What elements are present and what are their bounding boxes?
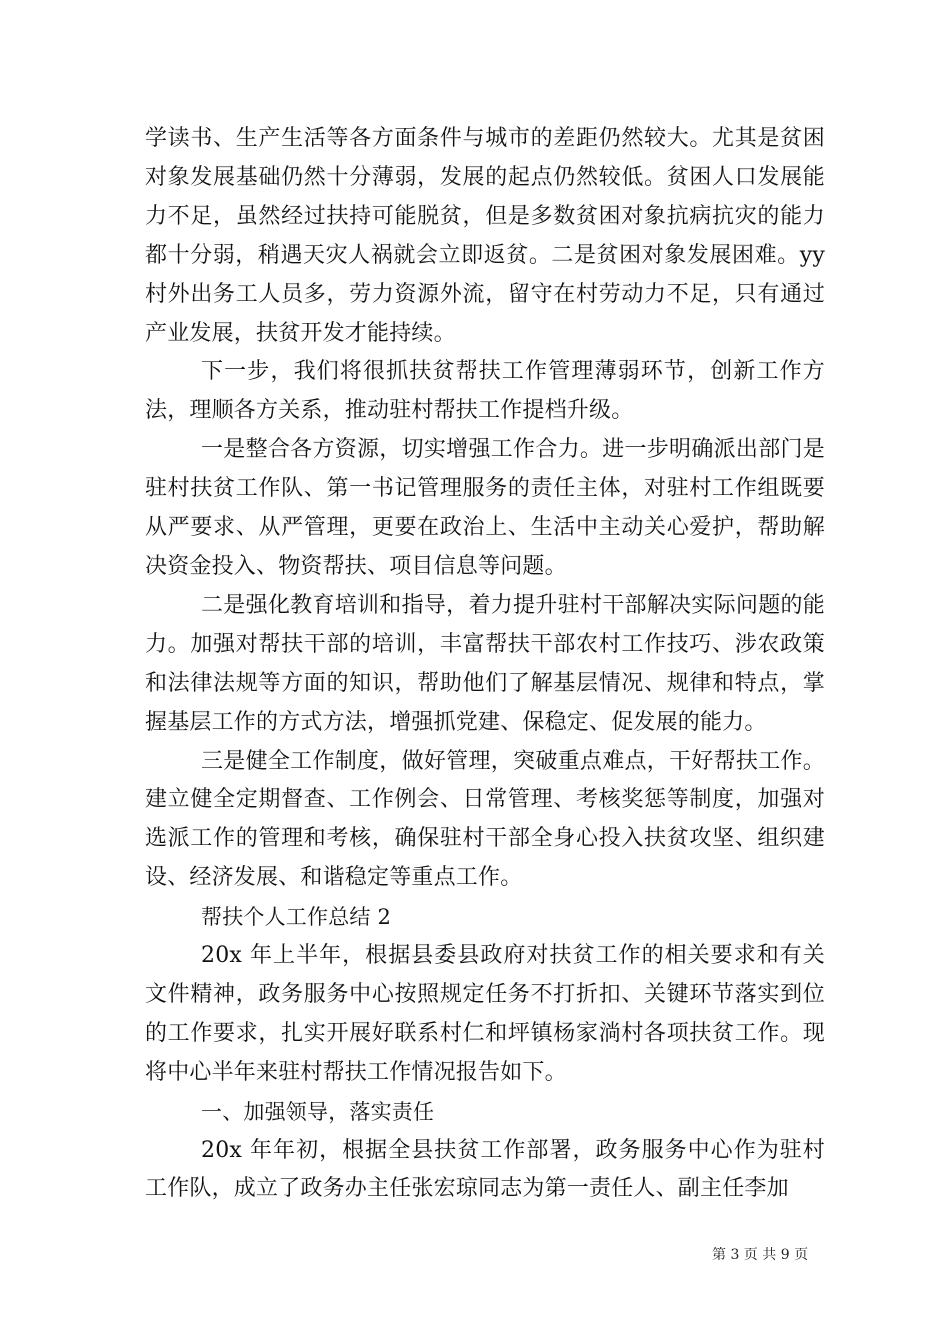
page-number-footer: 第 3 页 共 9 页 bbox=[712, 1247, 809, 1263]
paragraph-continuation: 学读书、生产生活等各方面条件与城市的差距仍然较大。尤其是贫困对象发展基础仍然十分薄弱，发展的起点仍然较低。贫困人口发展能力不足，虽然经过扶持可能脱贫，但是多数贫困对象抗病抗灾的能力都十分弱，稍遇天灾人祸就会立即返贫。二是贫困对象发展困难。yy 村外出务工人员多，劳力资源外流，留守在村劳动力不足，只有通过产业发展，扶贫开发才能持续。 bbox=[145, 126, 825, 346]
paragraph-point-three: 三是健全工作制度，做好管理，突破重点难点，干好帮扶工作。建立健全定期督查、工作例会、日常管理、考核奖惩等制度，加强对选派工作的管理和考核，确保驻村干部全身心投入扶贫攻坚、组织建设、经济发展、和谐稳定等重点工作。 bbox=[145, 748, 825, 891]
section-title: 帮扶个人工作总结 2 bbox=[201, 905, 392, 930]
paragraph-point-two: 二是强化教育培训和指导，着力提升驻村干部解决实际问题的能力。加强对帮扶干部的培训，丰富帮扶干部农村工作技巧、涉农政策和法律法规等方面的知识，帮助他们了解基层情况、规律和特点，掌握基层工作的方式方法，增强抓党建、保稳定、促发展的能力。 bbox=[145, 592, 825, 735]
subsection-title: 一、加强领导，落实责任 bbox=[201, 1099, 435, 1124]
paragraph-next-steps: 下一步，我们将很抓扶贫帮扶工作管理薄弱环节，创新工作方法，理顺各方关系，推动驻村帮扶工作提档升级。 bbox=[145, 359, 825, 424]
paragraph-point-one: 一是整合各方资源，切实增强工作合力。进一步明确派出部门是驻村扶贫工作队、第一书记管理服务的责任主体，对驻村工作组既要从严要求、从严管理，更要在政治上、生活中主动关心爱护，帮助解决资金投入、物资帮扶、项目信息等问题。 bbox=[145, 437, 825, 579]
paragraph-intro: 20x 年上半年，根据县委县政府对扶贫工作的相关要求和有关文件精神，政务服务中心按照规定任务不打折扣、关键环节落实到位的工作要求，扎实开展好联系村仁和坪镇杨家淌村各项扶贫工作。现将中心半年来驻村帮扶工作情况报告如下。 bbox=[145, 943, 825, 1085]
document-body bbox=[145, 120, 825, 1209]
paragraph-leadership: 20x 年年初，根据全县扶贫工作部署，政务服务中心作为驻村工作队，成立了政务办主任张宏琼同志为第一责任人、副主任李加 bbox=[145, 1137, 825, 1202]
